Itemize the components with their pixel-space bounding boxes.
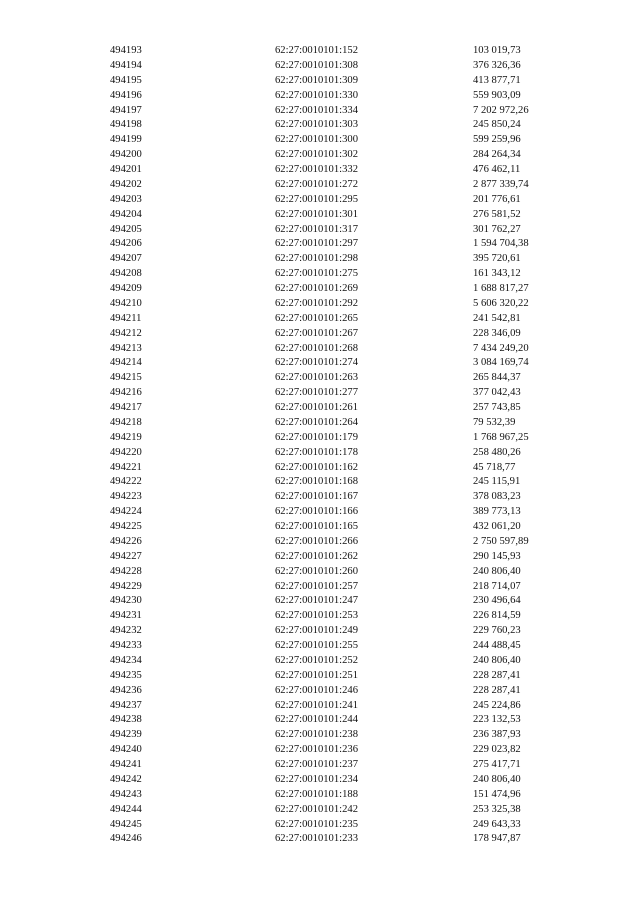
cadastral-number: 62:27:0010101:261 [275, 402, 358, 413]
cadastral-value: 249 643,33 [473, 818, 521, 830]
table-row [0, 237, 640, 252]
cadastral-number: 62:27:0010101:263 [275, 372, 358, 384]
cadastral-value: 245 224,86 [473, 699, 521, 711]
record-number: 494211 [110, 312, 142, 324]
cadastral-number: 62:27:0010101:246 [275, 684, 358, 696]
cadastral-number: 62:27:0010101:295 [275, 193, 358, 205]
cadastral-value: 284 264,34 [473, 149, 521, 161]
cadastral-value: 228 346,09 [473, 327, 521, 339]
cadastral-number: 62:27:0010101:302 [275, 149, 358, 161]
table-row [0, 252, 640, 267]
record-number: 494221 [110, 461, 142, 473]
cadastral-value: 240 806,40 [473, 565, 521, 577]
record-number: 494194 [110, 59, 142, 71]
record-number: 494196 [110, 89, 142, 101]
cadastral-number: 62:27:0010101:166 [275, 506, 358, 518]
table-row [0, 639, 640, 654]
table-row [0, 594, 640, 609]
record-number: 494237 [110, 699, 142, 711]
table-row [0, 773, 640, 788]
record-number: 494201 [110, 164, 142, 175]
record-number: 494197 [110, 104, 142, 116]
table-row [0, 104, 640, 119]
table-row [0, 609, 640, 624]
cadastral-number: 62:27:0010101:292 [275, 297, 358, 309]
cadastral-value: 265 844,37 [473, 372, 521, 384]
cadastral-number: 62:27:0010101:255 [275, 640, 358, 651]
table-row [0, 832, 640, 847]
table-row [0, 356, 640, 371]
cadastral-number: 62:27:0010101:233 [275, 833, 358, 845]
cadastral-value: 201 776,61 [473, 193, 521, 205]
record-number: 494209 [110, 283, 142, 294]
record-number: 494225 [110, 521, 142, 532]
record-number: 494219 [110, 431, 142, 443]
cadastral-number: 62:27:0010101:267 [275, 327, 358, 339]
cadastral-value: 218 714,07 [473, 580, 521, 592]
record-number: 494213 [110, 342, 142, 354]
cadastral-value: 103 019,73 [473, 45, 521, 56]
table-row [0, 178, 640, 193]
cadastral-number: 62:27:0010101:298 [275, 253, 358, 265]
record-number: 494217 [110, 402, 142, 413]
record-number: 494220 [110, 446, 142, 458]
table-row [0, 446, 640, 461]
cadastral-number: 62:27:0010101:308 [275, 59, 358, 71]
cadastral-value: 476 462,11 [473, 164, 521, 175]
table-row [0, 505, 640, 520]
cadastral-number: 62:27:0010101:237 [275, 759, 358, 770]
cadastral-number: 62:27:0010101:249 [275, 625, 358, 637]
cadastral-number: 62:27:0010101:251 [275, 669, 358, 681]
table-row [0, 282, 640, 297]
cadastral-number: 62:27:0010101:236 [275, 744, 358, 756]
table-row [0, 475, 640, 490]
cadastral-value: 2 877 339,74 [473, 178, 529, 190]
cadastral-value: 253 325,38 [473, 803, 521, 815]
cadastral-number: 62:27:0010101:252 [275, 654, 358, 666]
table-row [0, 297, 640, 312]
record-number: 494198 [110, 119, 142, 131]
table-row [0, 818, 640, 833]
cadastral-number: 62:27:0010101:178 [275, 446, 358, 458]
cadastral-value: 240 806,40 [473, 654, 521, 666]
registry-table [0, 44, 640, 847]
cadastral-number: 62:27:0010101:152 [275, 45, 358, 56]
table-row [0, 148, 640, 163]
cadastral-number: 62:27:0010101:162 [275, 461, 358, 473]
cadastral-value: 599 259,96 [473, 134, 521, 146]
record-number: 494199 [110, 134, 142, 146]
cadastral-value: 236 387,93 [473, 729, 521, 741]
record-number: 494224 [110, 506, 142, 518]
record-number: 494245 [110, 818, 142, 830]
record-number: 494210 [110, 297, 142, 309]
record-number: 494232 [110, 625, 142, 637]
cadastral-value: 376 326,36 [473, 59, 521, 71]
table-row [0, 208, 640, 223]
cadastral-value: 7 434 249,20 [473, 342, 529, 354]
cadastral-value: 378 083,23 [473, 491, 521, 503]
table-row [0, 713, 640, 728]
table-row [0, 654, 640, 669]
cadastral-number: 62:27:0010101:188 [275, 788, 358, 800]
table-row [0, 163, 640, 178]
table-row [0, 699, 640, 714]
cadastral-number: 62:27:0010101:168 [275, 476, 358, 488]
cadastral-number: 62:27:0010101:297 [275, 238, 358, 250]
cadastral-value: 1 768 967,25 [473, 431, 529, 443]
table-row [0, 520, 640, 535]
table-row [0, 74, 640, 89]
table-row [0, 386, 640, 401]
cadastral-number: 62:27:0010101:275 [275, 268, 358, 280]
record-number: 494193 [110, 45, 142, 56]
cadastral-value: 389 773,13 [473, 506, 521, 518]
cadastral-value: 432 061,20 [473, 521, 521, 532]
record-number: 494223 [110, 491, 142, 503]
table-row [0, 728, 640, 743]
cadastral-number: 62:27:0010101:317 [275, 223, 358, 235]
cadastral-value: 413 877,71 [473, 74, 521, 86]
record-number: 494239 [110, 729, 142, 741]
table-row [0, 490, 640, 505]
record-number: 494241 [110, 759, 142, 770]
record-number: 494202 [110, 178, 142, 190]
cadastral-number: 62:27:0010101:300 [275, 134, 358, 146]
cadastral-value: 79 532,39 [473, 416, 516, 428]
cadastral-value: 241 542,81 [473, 312, 521, 324]
cadastral-value: 45 718,77 [473, 461, 516, 473]
record-number: 494218 [110, 416, 142, 428]
table-row [0, 624, 640, 639]
cadastral-number: 62:27:0010101:241 [275, 699, 358, 711]
record-number: 494200 [110, 149, 142, 161]
table-row [0, 193, 640, 208]
cadastral-value: 178 947,87 [473, 833, 521, 845]
cadastral-number: 62:27:0010101:309 [275, 74, 358, 86]
table-row [0, 803, 640, 818]
table-row [0, 788, 640, 803]
record-number: 494236 [110, 684, 142, 696]
record-number: 494204 [110, 208, 142, 220]
record-number: 494234 [110, 654, 142, 666]
record-number: 494243 [110, 788, 142, 800]
cadastral-number: 62:27:0010101:260 [275, 565, 358, 577]
table-row [0, 461, 640, 476]
table-row [0, 118, 640, 133]
cadastral-number: 62:27:0010101:262 [275, 550, 358, 562]
cadastral-value: 228 287,41 [473, 684, 521, 696]
cadastral-number: 62:27:0010101:244 [275, 714, 358, 726]
cadastral-value: 5 606 320,22 [473, 297, 529, 309]
table-row [0, 44, 640, 59]
cadastral-number: 62:27:0010101:266 [275, 535, 358, 547]
cadastral-value: 257 743,85 [473, 402, 521, 413]
record-number: 494207 [110, 253, 142, 265]
cadastral-value: 229 760,23 [473, 625, 521, 637]
record-number: 494244 [110, 803, 142, 815]
record-number: 494246 [110, 833, 142, 845]
record-number: 494215 [110, 372, 142, 384]
record-number: 494229 [110, 580, 142, 592]
record-number: 494228 [110, 565, 142, 577]
cadastral-value: 161 343,12 [473, 268, 521, 280]
cadastral-value: 229 023,82 [473, 744, 521, 756]
cadastral-value: 245 115,91 [473, 476, 521, 488]
cadastral-number: 62:27:0010101:265 [275, 312, 358, 324]
table-row [0, 312, 640, 327]
cadastral-value: 2 750 597,89 [473, 535, 529, 547]
cadastral-number: 62:27:0010101:332 [275, 164, 358, 175]
table-row [0, 669, 640, 684]
cadastral-value: 245 850,24 [473, 119, 521, 131]
record-number: 494235 [110, 669, 142, 681]
cadastral-number: 62:27:0010101:235 [275, 818, 358, 830]
cadastral-value: 258 480,26 [473, 446, 521, 458]
record-number: 494231 [110, 610, 142, 622]
record-number: 494227 [110, 550, 142, 562]
table-row [0, 327, 640, 342]
cadastral-value: 240 806,40 [473, 773, 521, 785]
record-number: 494214 [110, 357, 142, 369]
table-row [0, 535, 640, 550]
record-number: 494206 [110, 238, 142, 250]
cadastral-number: 62:27:0010101:274 [275, 357, 358, 369]
cadastral-number: 62:27:0010101:257 [275, 580, 358, 592]
cadastral-value: 559 903,09 [473, 89, 521, 101]
cadastral-number: 62:27:0010101:264 [275, 416, 358, 428]
record-number: 494242 [110, 773, 142, 785]
record-number: 494233 [110, 640, 142, 651]
cadastral-number: 62:27:0010101:247 [275, 595, 358, 607]
record-number: 494230 [110, 595, 142, 607]
record-number: 494222 [110, 476, 142, 488]
cadastral-number: 62:27:0010101:242 [275, 803, 358, 815]
record-number: 494195 [110, 74, 142, 86]
record-number: 494212 [110, 327, 142, 339]
cadastral-value: 230 496,64 [473, 595, 521, 607]
table-row [0, 565, 640, 580]
cadastral-number: 62:27:0010101:234 [275, 773, 358, 785]
cadastral-number: 62:27:0010101:167 [275, 491, 358, 503]
cadastral-number: 62:27:0010101:330 [275, 89, 358, 101]
cadastral-value: 7 202 972,26 [473, 104, 529, 116]
cadastral-value: 244 488,45 [473, 640, 521, 651]
record-number: 494238 [110, 714, 142, 726]
table-row [0, 684, 640, 699]
table-row [0, 267, 640, 282]
cadastral-number: 62:27:0010101:179 [275, 431, 358, 443]
record-number: 494226 [110, 535, 142, 547]
cadastral-value: 377 042,43 [473, 387, 521, 399]
cadastral-value: 223 132,53 [473, 714, 521, 726]
cadastral-value: 1 688 817,27 [473, 283, 529, 294]
record-number: 494216 [110, 387, 142, 399]
cadastral-number: 62:27:0010101:238 [275, 729, 358, 741]
cadastral-value: 275 417,71 [473, 759, 521, 770]
table-row [0, 580, 640, 595]
record-number: 494208 [110, 268, 142, 280]
table-row [0, 550, 640, 565]
table-row [0, 59, 640, 74]
cadastral-number: 62:27:0010101:303 [275, 119, 358, 131]
table-row [0, 89, 640, 104]
cadastral-number: 62:27:0010101:334 [275, 104, 358, 116]
cadastral-number: 62:27:0010101:301 [275, 208, 358, 220]
cadastral-value: 151 474,96 [473, 788, 521, 800]
cadastral-value: 290 145,93 [473, 550, 521, 562]
cadastral-number: 62:27:0010101:253 [275, 610, 358, 622]
cadastral-number: 62:27:0010101:277 [275, 387, 358, 399]
cadastral-number: 62:27:0010101:272 [275, 178, 358, 190]
table-row [0, 758, 640, 773]
table-row [0, 743, 640, 758]
table-row [0, 416, 640, 431]
cadastral-value: 276 581,52 [473, 208, 521, 220]
cadastral-value: 3 084 169,74 [473, 357, 529, 369]
table-row [0, 371, 640, 386]
cadastral-number: 62:27:0010101:269 [275, 283, 358, 294]
record-number: 494203 [110, 193, 142, 205]
cadastral-value: 1 594 704,38 [473, 238, 529, 250]
cadastral-number: 62:27:0010101:268 [275, 342, 358, 354]
cadastral-value: 395 720,61 [473, 253, 521, 265]
cadastral-value: 228 287,41 [473, 669, 521, 681]
table-row [0, 401, 640, 416]
cadastral-number: 62:27:0010101:165 [275, 521, 358, 532]
table-row [0, 342, 640, 357]
record-number: 494240 [110, 744, 142, 756]
table-row [0, 431, 640, 446]
record-number: 494205 [110, 223, 142, 235]
table-row [0, 223, 640, 238]
cadastral-value: 301 762,27 [473, 223, 521, 235]
cadastral-value: 226 814,59 [473, 610, 521, 622]
table-row [0, 133, 640, 148]
